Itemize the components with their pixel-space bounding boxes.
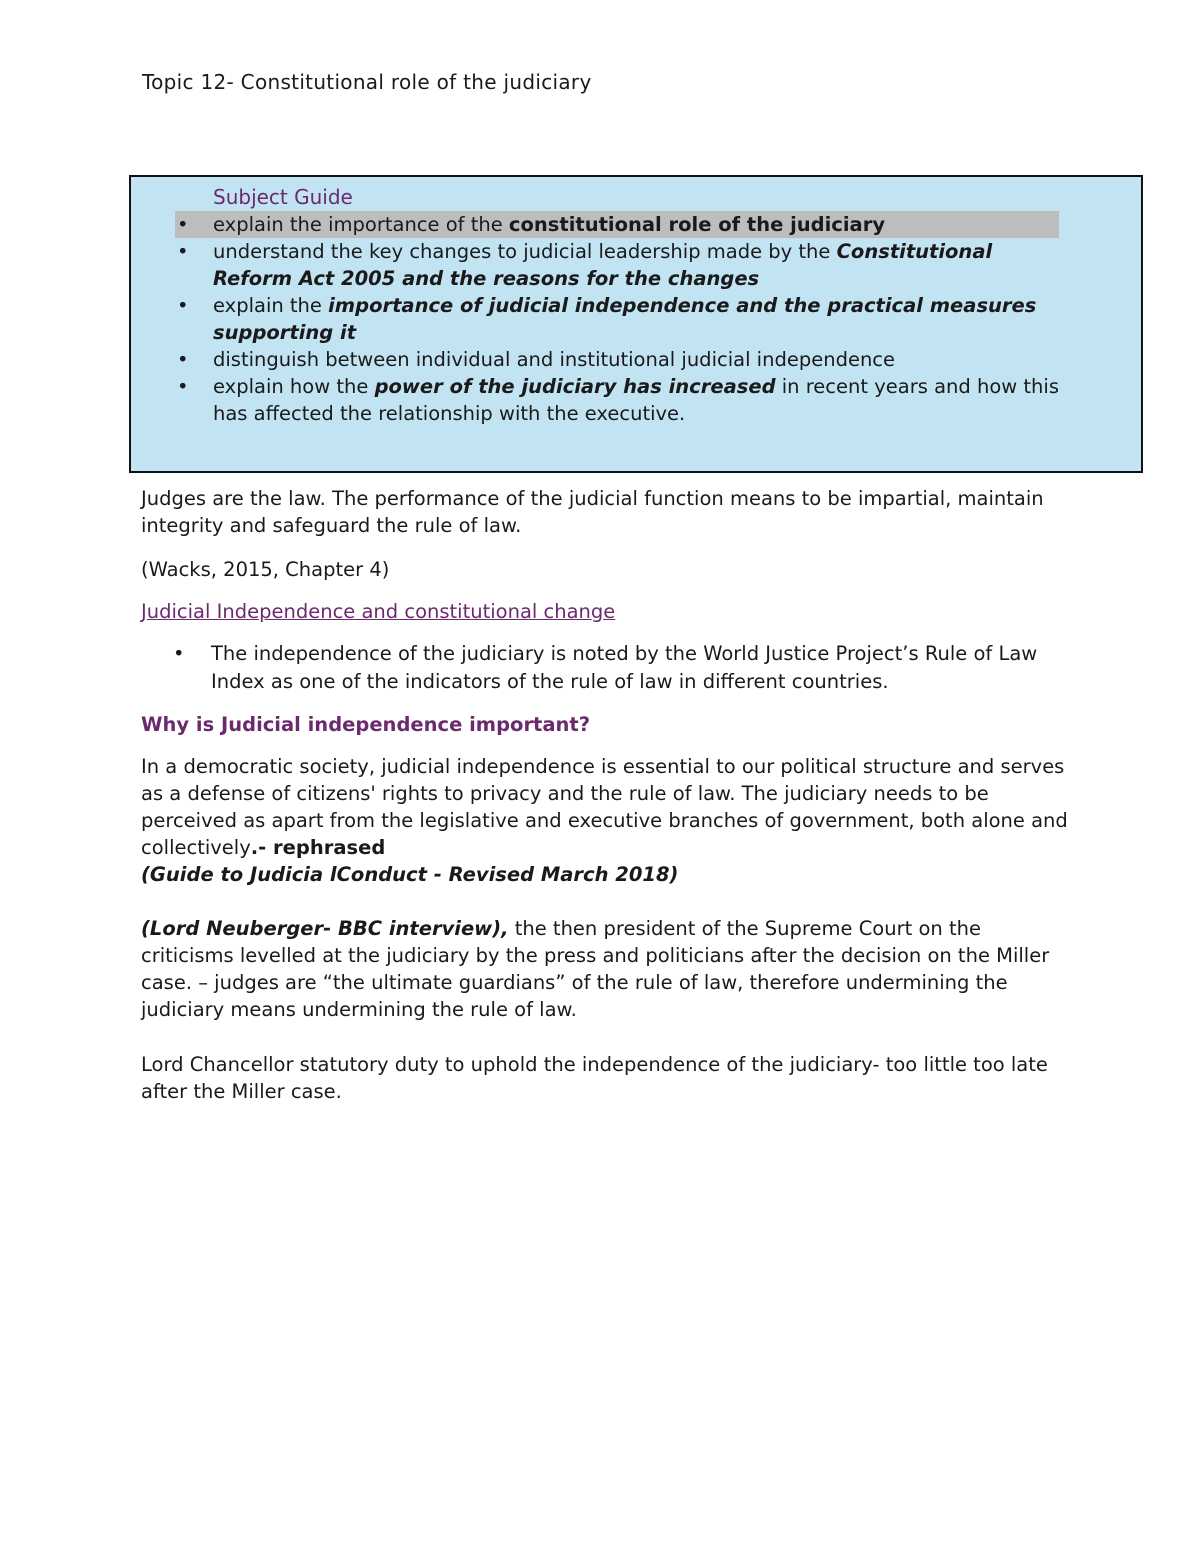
bullet-icon: • <box>177 213 189 236</box>
bullet-icon: • <box>177 348 189 371</box>
page-title: Topic 12- Constitutional role of the judiciary <box>142 70 592 94</box>
list-item: • explain how the power of the judiciary has increased in recent years and how this has affected the relationship with the executive. <box>177 375 1059 425</box>
bullet-icon: • <box>177 240 189 263</box>
paragraph-democratic: In a democratic society, judicial independence is essential to our political structure and serves as a defense of citizens' rights to privacy and the rule of law. The judiciary needs to be perceived as apart from the legislative and executive branches of government, both alone and collectively.- rephrased (Guide to Judicia lConduct - Revised March 2018) <box>141 755 1068 886</box>
subject-guide-list <box>171 211 1071 427</box>
section-link[interactable]: Judicial Independence and constitutional change <box>141 600 616 623</box>
paragraph-neuberger: (Lord Neuberger- BBC interview), the then president of the Supreme Court on the criticisms levelled at the judiciary by the press and politicians after the decision on the Miller case. – judges are “the ultimate guardians” of the rule of law, therefore undermining the judiciary means undermining the rule of law. <box>141 917 1050 1021</box>
bullet-icon: • <box>177 375 189 398</box>
section-link-wrap <box>141 598 1071 625</box>
list-item: • explain the importance of judicial independence and the practical measures supporting it <box>177 294 1037 344</box>
bullet-icon: • <box>177 294 189 317</box>
intro-citation: (Wacks, 2015, Chapter 4) <box>141 558 390 581</box>
bullet-text: The independence of the judiciary is noted by the World Justice Project’s Rule of Law Index as one of the indicators of the rule of law in different countries. <box>211 642 1038 693</box>
paragraph-citation: (Guide to Judicia lConduct - Revised March 2018) <box>141 863 679 886</box>
section-heading: Why is Judicial independence important? <box>141 713 591 736</box>
subject-guide-box <box>129 175 1143 473</box>
paragraph-lord-chancellor: Lord Chancellor statutory duty to uphold the independence of the judiciary- too little too late after the Miller case. <box>141 1053 1048 1103</box>
list-item: • distinguish between individual and institutional judicial independence <box>177 348 896 371</box>
list-item <box>141 640 1071 696</box>
subject-guide-heading: Subject Guide <box>213 185 353 209</box>
list-item: • understand the key changes to judicial leadership made by the Constitutional Reform Act 2005 and the reasons for the changes <box>177 240 993 290</box>
intro-paragraph: Judges are the law. The performance of the judicial function means to be impartial, maintain integrity and safeguard the rule of law. <box>141 487 1044 537</box>
list-item: • explain the importance of the constitutional role of the judiciary <box>175 211 1059 238</box>
bullet-icon: • <box>173 642 185 665</box>
